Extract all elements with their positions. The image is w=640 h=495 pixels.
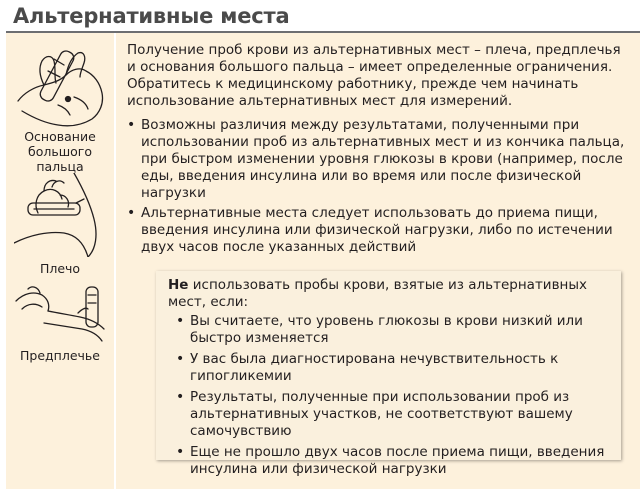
illustration-column [6,33,114,489]
list-item: • Альтернативные места следует использовать до приема пищи, введения инсулина или физической нагрузки, либо по истечении двух часов после указанных действий [127,205,627,256]
warning-list [176,313,618,478]
warning-box [156,271,621,477]
content-panel [6,33,640,489]
warning-heading-text: использовать пробы крови, взятые из альтернативных мест, если: [168,277,588,310]
upper-arm-lancing-illustration [14,173,106,257]
palm-lancing-illustration [14,41,106,129]
caption-upper-arm: Плечо [39,261,81,276]
caption-base-of-thumb: Основание большого пальца [24,129,96,174]
list-item: • Результаты, полученные при использовании проб из альтернативных участков, не соответствуют вашему самочувствию [176,389,618,440]
warning-heading-bold: Не [168,277,189,293]
info-list [127,117,627,256]
forearm-lancing-illustration [14,283,106,345]
warning-content [168,277,618,482]
list-item: • Вы считаете, что уровень глюкозы в крови низкий или быстро изменяется [176,313,618,347]
list-item: • Еще не прошло двух часов после приема пищи, введения инсулина или физической нагрузки [176,444,618,478]
list-item: • У вас была диагностирована нечувствительность к гипогликемии [176,351,618,385]
column-divider [114,33,116,489]
list-item: • Возможны различия между результатами, полученными при использовании проб из альтернативных мест и из кончика пальца, при быстром изменении уровня глюкозы в крови (например, после еды, введения инсулина или во время или после физической нагрузки [127,117,627,202]
intro-paragraph: Получение проб крови из альтернативных мест – плеча, предплечья и основания большого пальца – имеет определенные ограничения. Обратитесь к медицинскому работнику, прежде чем начинать использование альтернативных мест для измерений. [127,42,621,109]
warning-heading [168,277,618,311]
main-text [127,42,627,259]
page-title: Альтернативные места [13,4,290,28]
caption-forearm: Предплечье [20,348,100,363]
